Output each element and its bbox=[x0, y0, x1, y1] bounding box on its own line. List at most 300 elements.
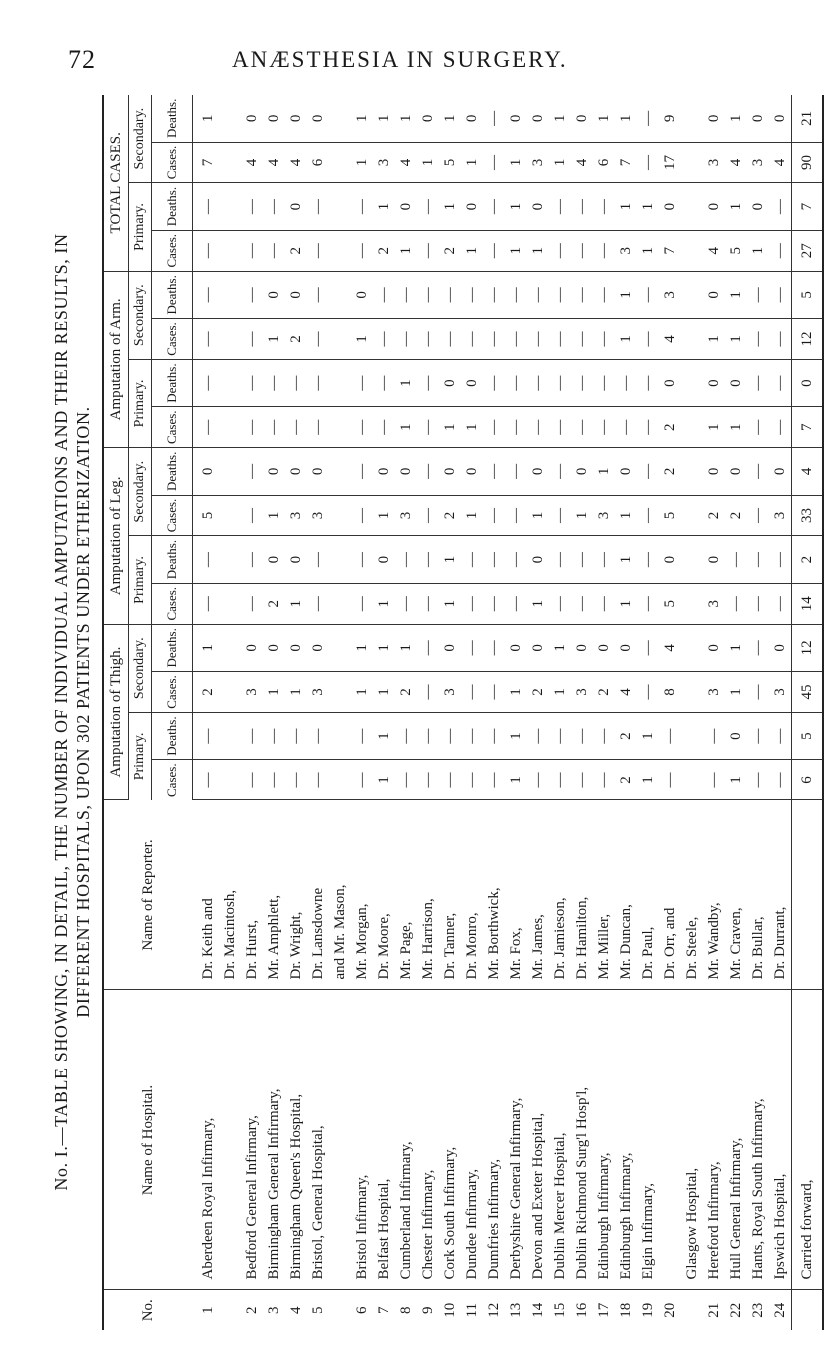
row-number: 7 bbox=[376, 1306, 392, 1314]
count-cell: — bbox=[637, 624, 659, 672]
count-cell: — bbox=[527, 319, 549, 360]
count-cell: — bbox=[571, 183, 593, 231]
count-cell: 3 bbox=[285, 495, 307, 536]
count-cell: 3 bbox=[703, 583, 725, 624]
table-row bbox=[193, 95, 220, 1330]
count-cell: 0 bbox=[703, 536, 725, 584]
count-cell: 1 bbox=[571, 495, 593, 536]
count-cell: — bbox=[703, 760, 725, 800]
count-cell bbox=[219, 712, 241, 760]
reporter-name: Dr. Jamieson, bbox=[549, 800, 571, 990]
reporter-name: Dr. Hamilton, bbox=[571, 800, 593, 990]
count-cell: 1 bbox=[505, 183, 527, 231]
hospital-name: Chester Infirmary, bbox=[417, 990, 439, 1290]
count-cell: 0 bbox=[505, 95, 527, 142]
table-row bbox=[615, 95, 637, 1330]
count-cell: — bbox=[483, 624, 505, 672]
count-cell: — bbox=[395, 271, 417, 319]
count-cell: — bbox=[241, 271, 263, 319]
header-leg-secondary-cases: Cases. bbox=[152, 495, 193, 536]
count-cell: — bbox=[193, 271, 220, 319]
count-cell: 4 bbox=[769, 142, 792, 183]
count-cell: — bbox=[241, 712, 263, 760]
count-cell: — bbox=[483, 712, 505, 760]
count-cell: — bbox=[417, 583, 439, 624]
count-cell: 1 bbox=[263, 495, 285, 536]
count-cell: 0 bbox=[263, 448, 285, 496]
count-cell: 1 bbox=[725, 672, 747, 713]
row-number: 8 bbox=[398, 1306, 414, 1314]
total-cell: 2 bbox=[792, 536, 824, 584]
count-cell: 3 bbox=[747, 142, 769, 183]
count-cell: 0 bbox=[571, 624, 593, 672]
table-row bbox=[571, 95, 593, 1330]
count-cell: — bbox=[417, 672, 439, 713]
count-cell: — bbox=[747, 712, 769, 760]
count-cell: 1 bbox=[373, 95, 395, 142]
count-cell bbox=[219, 448, 241, 496]
count-cell: 1 bbox=[615, 495, 637, 536]
count-cell: — bbox=[505, 583, 527, 624]
count-cell: 1 bbox=[637, 760, 659, 800]
count-cell: 1 bbox=[395, 624, 417, 672]
count-cell: — bbox=[439, 271, 461, 319]
count-cell: 6 bbox=[593, 142, 615, 183]
count-cell: 1 bbox=[373, 624, 395, 672]
count-cell: — bbox=[307, 230, 329, 271]
count-cell: — bbox=[571, 319, 593, 360]
header-arm-secondary-cases: Cases. bbox=[152, 319, 193, 360]
count-cell bbox=[329, 672, 351, 713]
header-thigh-secondary-deaths: Deaths. bbox=[152, 624, 193, 672]
count-cell bbox=[329, 142, 351, 183]
count-cell: 0 bbox=[571, 95, 593, 142]
carried-forward-label: Carried forward, bbox=[792, 990, 824, 1290]
count-cell: — bbox=[483, 760, 505, 800]
table-row bbox=[505, 95, 527, 1330]
count-cell: 0 bbox=[285, 183, 307, 231]
header-thigh-primary: Primary. bbox=[129, 712, 152, 800]
count-cell: 0 bbox=[703, 624, 725, 672]
reporter-name: Dr. Paul, bbox=[637, 800, 659, 990]
header-arm-secondary-deaths: Deaths. bbox=[152, 271, 193, 319]
header-leg-primary-cases: Cases. bbox=[152, 583, 193, 624]
count-cell: 0 bbox=[659, 183, 681, 231]
count-cell: — bbox=[193, 536, 220, 584]
count-cell: — bbox=[483, 407, 505, 448]
count-cell: 2 bbox=[285, 319, 307, 360]
count-cell bbox=[219, 624, 241, 672]
count-cell: 2 bbox=[439, 495, 461, 536]
count-cell: 1 bbox=[439, 536, 461, 584]
count-cell bbox=[681, 142, 703, 183]
count-cell: — bbox=[769, 359, 792, 407]
count-cell: 0 bbox=[461, 448, 483, 496]
count-cell: 2 bbox=[439, 230, 461, 271]
count-cell bbox=[329, 95, 351, 142]
count-cell: — bbox=[241, 359, 263, 407]
count-cell: — bbox=[461, 271, 483, 319]
count-cell: — bbox=[637, 672, 659, 713]
count-cell: — bbox=[549, 583, 571, 624]
table-row bbox=[659, 95, 681, 1330]
count-cell: — bbox=[241, 230, 263, 271]
count-cell: 8 bbox=[659, 672, 681, 713]
count-cell: 1 bbox=[395, 359, 417, 407]
row-number: 19 bbox=[640, 1302, 656, 1318]
count-cell: — bbox=[263, 712, 285, 760]
count-cell: — bbox=[461, 760, 483, 800]
count-cell: 0 bbox=[659, 359, 681, 407]
header-no: No. bbox=[103, 1290, 193, 1330]
total-cell: 12 bbox=[792, 624, 824, 672]
count-cell: 0 bbox=[505, 624, 527, 672]
count-cell: — bbox=[725, 583, 747, 624]
amputations-table bbox=[102, 95, 824, 1330]
count-cell: — bbox=[637, 536, 659, 584]
header-leg-secondary: Secondary. bbox=[129, 448, 152, 536]
table-row bbox=[263, 95, 285, 1330]
count-cell: 3 bbox=[571, 672, 593, 713]
reporter-name: Dr. Bullar, bbox=[747, 800, 769, 990]
count-cell: 0 bbox=[285, 536, 307, 584]
count-cell: — bbox=[417, 760, 439, 800]
row-number: 20 bbox=[662, 1302, 678, 1318]
count-cell: — bbox=[505, 319, 527, 360]
count-cell: — bbox=[703, 712, 725, 760]
count-cell: 1 bbox=[725, 760, 747, 800]
count-cell: — bbox=[439, 319, 461, 360]
total-cell: 4 bbox=[792, 448, 824, 496]
count-cell: 3 bbox=[769, 495, 792, 536]
count-cell: 0 bbox=[527, 183, 549, 231]
count-cell: — bbox=[351, 760, 373, 800]
reporter-name: Dr. Lansdowne bbox=[307, 800, 329, 990]
count-cell bbox=[219, 230, 241, 271]
count-cell: — bbox=[417, 536, 439, 584]
count-cell: 4 bbox=[725, 142, 747, 183]
count-cell: 0 bbox=[307, 95, 329, 142]
count-cell: — bbox=[483, 672, 505, 713]
count-cell: 2 bbox=[373, 230, 395, 271]
count-cell: 1 bbox=[285, 672, 307, 713]
reporter-name: Mr. Amphlett, bbox=[263, 800, 285, 990]
count-cell: — bbox=[747, 319, 769, 360]
count-cell: — bbox=[241, 448, 263, 496]
count-cell: 2 bbox=[703, 495, 725, 536]
hospital-name: Edinburgh Infirmary, bbox=[615, 990, 637, 1290]
count-cell: 3 bbox=[307, 672, 329, 713]
count-cell: 4 bbox=[395, 142, 417, 183]
count-cell: — bbox=[417, 624, 439, 672]
table-row bbox=[329, 95, 351, 1330]
count-cell: — bbox=[483, 536, 505, 584]
hospital-name bbox=[329, 990, 351, 1290]
count-cell: — bbox=[351, 712, 373, 760]
count-cell: 0 bbox=[263, 536, 285, 584]
total-cell: 12 bbox=[792, 319, 824, 360]
count-cell: 1 bbox=[527, 583, 549, 624]
count-cell bbox=[681, 624, 703, 672]
count-cell: — bbox=[285, 760, 307, 800]
count-cell: — bbox=[193, 760, 220, 800]
count-cell bbox=[219, 95, 241, 142]
table-row bbox=[483, 95, 505, 1330]
count-cell bbox=[329, 183, 351, 231]
table-row bbox=[461, 95, 483, 1330]
count-cell bbox=[329, 624, 351, 672]
header-total-primary-cases: Cases. bbox=[152, 230, 193, 271]
header-group-leg: Amputation of Leg. bbox=[103, 448, 129, 625]
count-cell: 0 bbox=[593, 624, 615, 672]
header-total-secondary-deaths: Deaths. bbox=[152, 95, 193, 142]
count-cell: 1 bbox=[373, 712, 395, 760]
count-cell bbox=[219, 672, 241, 713]
count-cell: 0 bbox=[725, 448, 747, 496]
count-cell: — bbox=[747, 624, 769, 672]
count-cell: — bbox=[307, 271, 329, 319]
count-cell: — bbox=[439, 712, 461, 760]
count-cell: 1 bbox=[615, 95, 637, 142]
count-cell: — bbox=[285, 359, 307, 407]
hospital-name bbox=[659, 990, 681, 1290]
header-group-thigh: Amputation of Thigh. bbox=[103, 624, 129, 800]
count-cell: 0 bbox=[659, 536, 681, 584]
table-row bbox=[637, 95, 659, 1330]
count-cell: — bbox=[769, 271, 792, 319]
count-cell: — bbox=[483, 95, 505, 142]
count-cell: 1 bbox=[351, 624, 373, 672]
count-cell bbox=[681, 448, 703, 496]
count-cell: — bbox=[549, 271, 571, 319]
row-number: 11 bbox=[464, 1303, 480, 1318]
count-cell: 0 bbox=[703, 271, 725, 319]
total-cell: 5 bbox=[792, 271, 824, 319]
count-cell: — bbox=[593, 359, 615, 407]
header-arm-primary-cases: Cases. bbox=[152, 407, 193, 448]
count-cell: — bbox=[351, 407, 373, 448]
count-cell: 1 bbox=[725, 183, 747, 231]
count-cell: — bbox=[193, 230, 220, 271]
count-cell: — bbox=[747, 536, 769, 584]
count-cell: 0 bbox=[373, 536, 395, 584]
count-cell: 0 bbox=[241, 624, 263, 672]
count-cell: — bbox=[527, 407, 549, 448]
row-number: 24 bbox=[772, 1302, 788, 1318]
count-cell: — bbox=[263, 183, 285, 231]
count-cell: 1 bbox=[439, 183, 461, 231]
count-cell: — bbox=[747, 495, 769, 536]
count-cell: — bbox=[769, 183, 792, 231]
header-group-arm: Amputation of Arm. bbox=[103, 271, 129, 448]
count-cell bbox=[219, 319, 241, 360]
count-cell: — bbox=[417, 712, 439, 760]
count-cell: — bbox=[241, 319, 263, 360]
header-group-total: TOTAL CASES. bbox=[103, 95, 129, 271]
row-number bbox=[219, 1290, 241, 1330]
count-cell: — bbox=[747, 583, 769, 624]
count-cell: — bbox=[417, 230, 439, 271]
row-number: 1 bbox=[199, 1306, 216, 1314]
count-cell: — bbox=[395, 536, 417, 584]
count-cell: — bbox=[505, 536, 527, 584]
count-cell: — bbox=[527, 712, 549, 760]
reporter-name: Mr. Craven, bbox=[725, 800, 747, 990]
count-cell: 0 bbox=[703, 183, 725, 231]
hospital-name: Belfast Hospital, bbox=[373, 990, 395, 1290]
count-cell: — bbox=[241, 407, 263, 448]
count-cell: — bbox=[417, 359, 439, 407]
count-cell: 1 bbox=[549, 142, 571, 183]
row-number: 17 bbox=[596, 1302, 612, 1318]
count-cell: — bbox=[527, 760, 549, 800]
count-cell: 1 bbox=[193, 95, 220, 142]
running-title: ANÆSTHESIA IN SURGERY. bbox=[232, 47, 568, 72]
row-number: 2 bbox=[244, 1306, 260, 1314]
count-cell: — bbox=[351, 583, 373, 624]
total-cell: 27 bbox=[792, 230, 824, 271]
reporter-name: Dr. Moore, bbox=[373, 800, 395, 990]
reporter-name: and Mr. Mason, bbox=[329, 800, 351, 990]
count-cell: — bbox=[747, 448, 769, 496]
count-cell: — bbox=[549, 495, 571, 536]
count-cell: — bbox=[417, 271, 439, 319]
hospital-name: Devon and Exeter Hospital, bbox=[527, 990, 549, 1290]
count-cell: 3 bbox=[439, 672, 461, 713]
total-cell: 33 bbox=[792, 495, 824, 536]
rotated-content bbox=[50, 95, 815, 1330]
header-thigh-secondary-cases: Cases. bbox=[152, 672, 193, 713]
caption-line-2: DIFFERENT HOSPITALS, UPON 302 PATIENTS UNDER ETHERIZATION. bbox=[73, 406, 93, 1018]
row-number: 13 bbox=[508, 1302, 524, 1318]
reporter-name: Mr. James, bbox=[527, 800, 549, 990]
count-cell: — bbox=[395, 712, 417, 760]
count-cell: 1 bbox=[439, 95, 461, 142]
count-cell: — bbox=[263, 760, 285, 800]
count-cell: — bbox=[417, 319, 439, 360]
count-cell: 0 bbox=[769, 624, 792, 672]
count-cell: — bbox=[417, 495, 439, 536]
count-cell: 1 bbox=[549, 624, 571, 672]
count-cell: 1 bbox=[527, 230, 549, 271]
count-cell: — bbox=[373, 407, 395, 448]
count-cell: — bbox=[241, 495, 263, 536]
count-cell: 2 bbox=[659, 407, 681, 448]
count-cell: 1 bbox=[395, 407, 417, 448]
table-row bbox=[307, 95, 329, 1330]
header-total-primary: Primary. bbox=[129, 183, 152, 271]
count-cell: 2 bbox=[659, 448, 681, 496]
count-cell: — bbox=[637, 271, 659, 319]
count-cell: — bbox=[571, 583, 593, 624]
count-cell: 0 bbox=[417, 95, 439, 142]
totals-spacer bbox=[792, 800, 824, 990]
count-cell: — bbox=[307, 319, 329, 360]
count-cell: 1 bbox=[439, 583, 461, 624]
count-cell: — bbox=[593, 319, 615, 360]
reporter-name: Dr. Tanner, bbox=[439, 800, 461, 990]
reporter-name: Mr. Duncan, bbox=[615, 800, 637, 990]
count-cell: 6 bbox=[307, 142, 329, 183]
count-cell: 1 bbox=[505, 230, 527, 271]
count-cell: 0 bbox=[395, 448, 417, 496]
count-cell: 0 bbox=[285, 95, 307, 142]
count-cell: 1 bbox=[637, 712, 659, 760]
count-cell: 1 bbox=[615, 536, 637, 584]
count-cell: 1 bbox=[505, 712, 527, 760]
count-cell: — bbox=[637, 95, 659, 142]
count-cell bbox=[681, 319, 703, 360]
count-cell bbox=[681, 359, 703, 407]
row-number: 16 bbox=[574, 1302, 590, 1318]
table-row bbox=[395, 95, 417, 1330]
count-cell: 1 bbox=[351, 672, 373, 713]
count-cell: 0 bbox=[571, 448, 593, 496]
count-cell: — bbox=[241, 536, 263, 584]
total-cell: 14 bbox=[792, 583, 824, 624]
count-cell: — bbox=[637, 448, 659, 496]
count-cell: 0 bbox=[193, 448, 220, 496]
reporter-name: Mr. Fox, bbox=[505, 800, 527, 990]
table-row bbox=[549, 95, 571, 1330]
header-reporter: Name of Reporter. bbox=[103, 800, 193, 990]
row-number: 15 bbox=[552, 1302, 568, 1318]
count-cell: 1 bbox=[637, 183, 659, 231]
table-caption bbox=[50, 102, 94, 1322]
table-row bbox=[769, 95, 792, 1330]
count-cell: — bbox=[461, 624, 483, 672]
count-cell: 0 bbox=[263, 95, 285, 142]
reporter-name: Mr. Page, bbox=[395, 800, 417, 990]
count-cell: — bbox=[769, 760, 792, 800]
header-arm-primary: Primary. bbox=[129, 359, 152, 447]
hospital-name: Hereford Infirmary, bbox=[703, 990, 725, 1290]
reporter-name: Dr. Monro, bbox=[461, 800, 483, 990]
count-cell: — bbox=[483, 319, 505, 360]
table-row bbox=[747, 95, 769, 1330]
count-cell bbox=[329, 230, 351, 271]
count-cell: — bbox=[549, 760, 571, 800]
count-cell: — bbox=[395, 760, 417, 800]
count-cell: — bbox=[505, 448, 527, 496]
count-cell: 1 bbox=[725, 624, 747, 672]
count-cell: — bbox=[461, 583, 483, 624]
count-cell: 1 bbox=[615, 319, 637, 360]
reporter-name: Dr. Wright, bbox=[285, 800, 307, 990]
count-cell: 4 bbox=[285, 142, 307, 183]
count-cell: — bbox=[571, 230, 593, 271]
count-cell: — bbox=[593, 183, 615, 231]
header-total-secondary: Secondary. bbox=[129, 95, 152, 183]
count-cell: 1 bbox=[193, 624, 220, 672]
row-number: 3 bbox=[266, 1306, 282, 1314]
count-cell: — bbox=[461, 712, 483, 760]
count-cell: — bbox=[527, 271, 549, 319]
count-cell: 1 bbox=[263, 672, 285, 713]
reporter-name: Dr. Keith and bbox=[193, 800, 220, 990]
hospital-name: Hants, Royal South Infirmary, bbox=[747, 990, 769, 1290]
count-cell: — bbox=[747, 760, 769, 800]
table-row bbox=[703, 95, 725, 1330]
count-cell: 1 bbox=[439, 407, 461, 448]
count-cell: 2 bbox=[285, 230, 307, 271]
reporter-name: Dr. Orr, and bbox=[659, 800, 681, 990]
reporter-name: Dr. Hurst, bbox=[241, 800, 263, 990]
count-cell: — bbox=[461, 536, 483, 584]
count-cell: — bbox=[241, 760, 263, 800]
count-cell: 1 bbox=[373, 672, 395, 713]
count-cell: 7 bbox=[193, 142, 220, 183]
